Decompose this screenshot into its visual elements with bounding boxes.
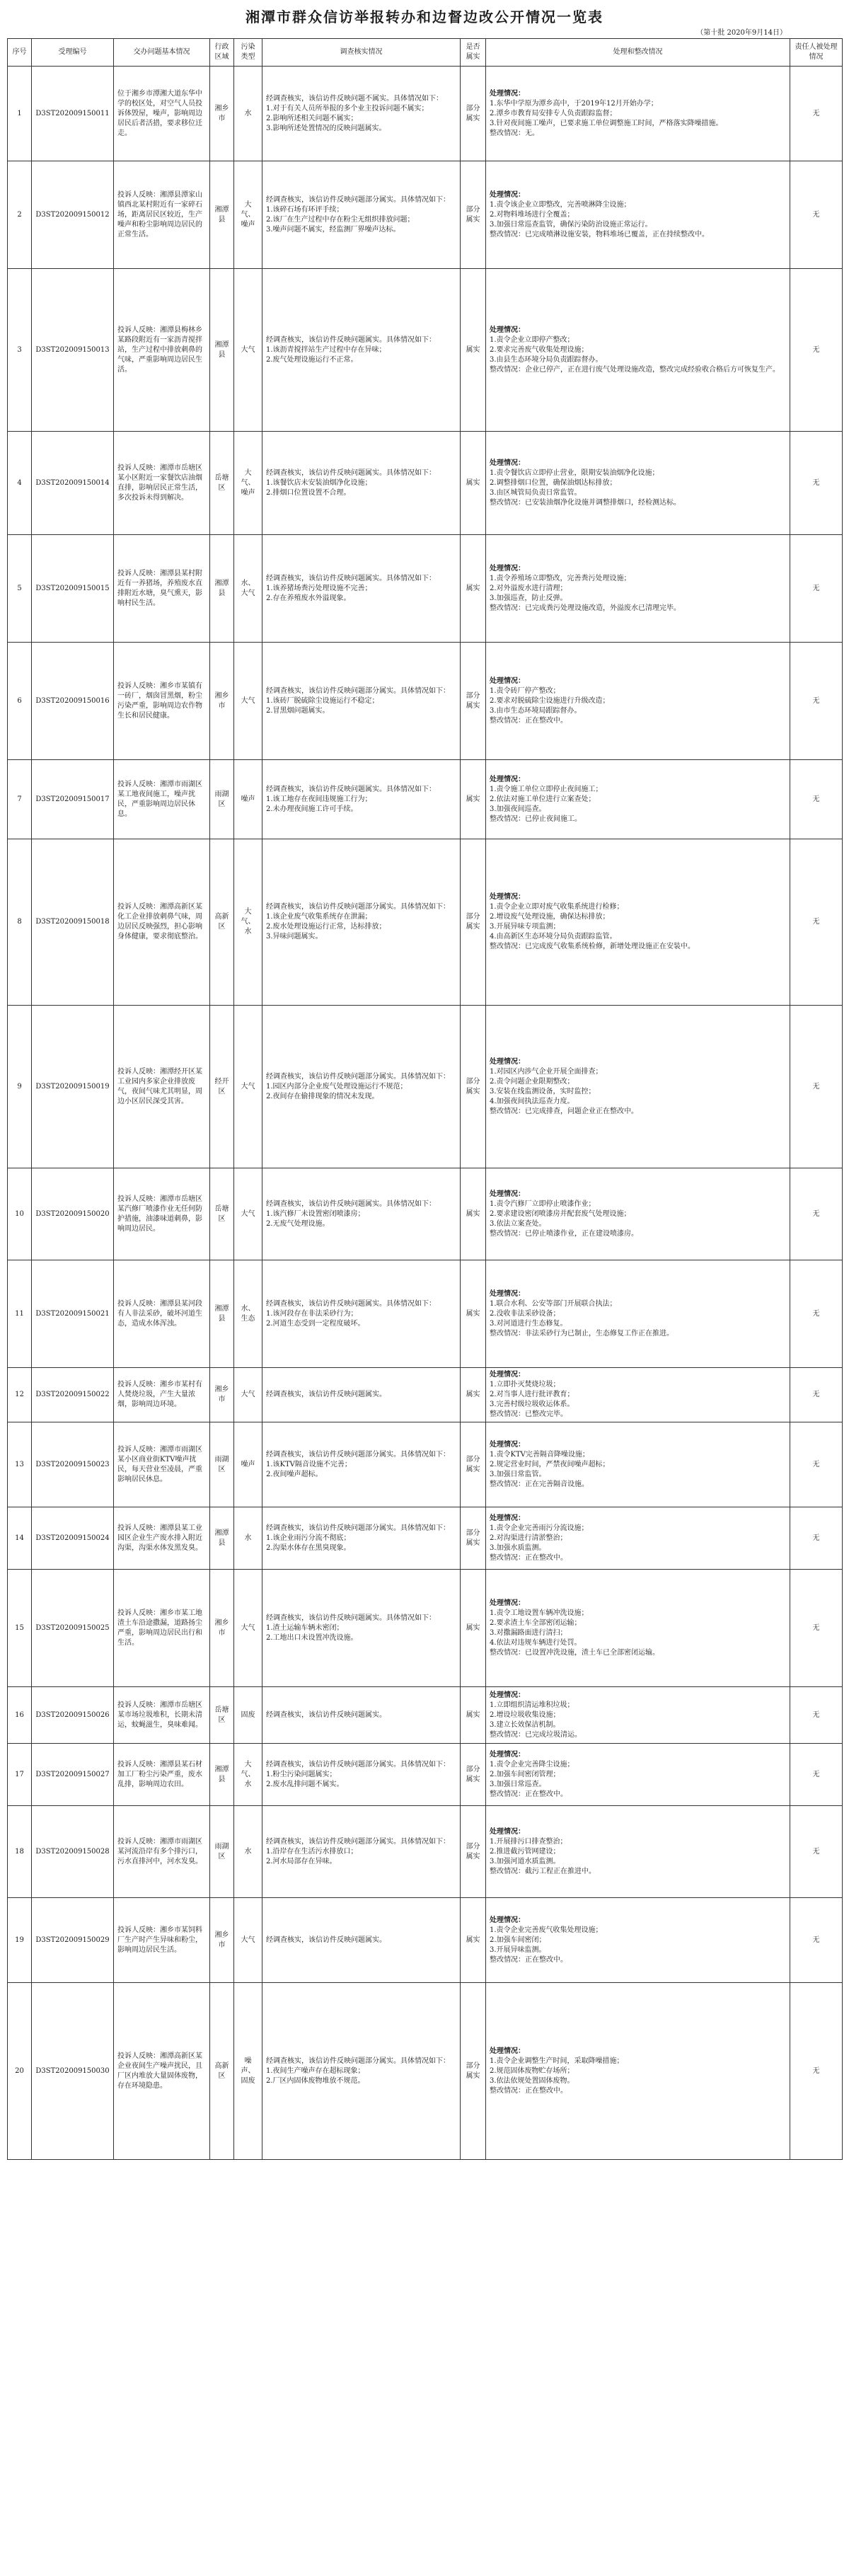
row-no: 9 — [8, 1006, 32, 1168]
col-header-issue: 交办问题基本情况 — [114, 39, 210, 67]
row-verify: 经调查核实，该信访件反映问题属实。具体情况如下： 1.该河段存在非法采砂行为； 2.河道生态受到一定程度破坏。 — [262, 1260, 461, 1368]
row-code: D3ST202009150026 — [32, 1687, 114, 1744]
row-type: 水、生态 — [234, 1260, 262, 1368]
row-code: D3ST202009150015 — [32, 535, 114, 643]
rectify-heading: 处理情况： — [490, 1691, 525, 1699]
row-no: 8 — [8, 839, 32, 1006]
row-region: 高新区 — [210, 1983, 234, 2160]
document-meta: （第十批 2020年9月14日） — [696, 29, 787, 37]
row-no: 1 — [8, 67, 32, 161]
row-code: D3ST202009150019 — [32, 1006, 114, 1168]
row-verify: 经调查核实，该信访件反映问题部分属实。具体情况如下： 1.粉尘污染问题属实； 2.废水乱排问题不属实。 — [262, 1744, 461, 1806]
row-real: 部分属实 — [461, 1006, 486, 1168]
row-no: 14 — [8, 1507, 32, 1570]
row-region: 湘潭县 — [210, 269, 234, 432]
row-punish: 无 — [790, 643, 843, 760]
col-header-verify: 调查核实情况 — [262, 39, 461, 67]
row-issue: 位于湘乡市潭湘大道东华中学的校区处，对空气人员投诉体毁屋，噪声，影响周边居民后者活措，要求移位迁走。 — [114, 67, 210, 161]
row-verify: 经调查核实，该信访件反映问题部分属实。具体情况如下： 1.园区内部分企业废气处理设施运行不规范； 2.夜间存在偷排现象的情况未发现。 — [262, 1006, 461, 1168]
rectify-text: 1.责令养殖场立即整改，完善粪污处理设施； 2.对外溢废水进行清理； 3.加强巡查，防止反弹。 整改情况：已完成粪污处理设施改造，外溢废水已清理完毕。 — [490, 574, 681, 612]
table-row — [8, 535, 843, 643]
row-rectify — [486, 1168, 790, 1260]
row-real: 部分属实 — [461, 1744, 486, 1806]
row-real: 属实 — [461, 535, 486, 643]
rectify-heading: 处理情况： — [490, 1440, 525, 1449]
rectify-heading: 处理情况： — [490, 677, 525, 685]
row-verify: 经调查核实，该信访件反映问题部分属实。具体情况如下： 1.该KTV隔音设施不完善； 2.夜间噪声超标。 — [262, 1422, 461, 1507]
row-no: 6 — [8, 643, 32, 760]
row-verify: 经调查核实，该信访件反映问题部分属实。具体情况如下： 1.沿岸存在生活污水排放口； 2.河水局部存在异味。 — [262, 1806, 461, 1898]
rectify-text: 1.责令餐饮店立即停止营业，限期安装油烟净化设施； 2.调整排烟口位置，确保油烟达标排放； 3.由区城管局负责日常监管。 整改情况：已安装油烟净化设施并调整排烟口，经检测达标。 — [490, 468, 681, 507]
row-real: 属实 — [461, 1368, 486, 1422]
col-header-punish: 责任人被处理情况 — [790, 39, 843, 67]
row-real: 部分属实 — [461, 839, 486, 1006]
row-issue: 投诉人反映：湘乡市某饲料厂生产时产生异味和粉尘，影响周边居民生活。 — [114, 1898, 210, 1983]
rectify-heading: 处理情况： — [490, 1750, 525, 1759]
row-no: 5 — [8, 535, 32, 643]
row-real: 属实 — [461, 1260, 486, 1368]
row-code: D3ST202009150023 — [32, 1422, 114, 1507]
row-verify: 经调查核实，该信访件反映问题部分属实。具体情况如下： 1.夜间生产噪声存在超标现象； 2.厂区内固体废物堆放不规范。 — [262, 1983, 461, 2160]
row-no: 3 — [8, 269, 32, 432]
row-region: 湘乡市 — [210, 1368, 234, 1422]
row-region: 岳塘区 — [210, 1687, 234, 1744]
row-region: 湘乡市 — [210, 643, 234, 760]
row-rectify — [486, 1687, 790, 1744]
row-real: 属实 — [461, 1168, 486, 1260]
row-verify: 经调查核实，该信访件反映问题属实。具体情况如下： 1.该汽修厂未设置密闭喷漆房； 2.无废气处理设施。 — [262, 1168, 461, 1260]
row-code: D3ST202009150028 — [32, 1806, 114, 1898]
row-no: 19 — [8, 1898, 32, 1983]
row-no: 10 — [8, 1168, 32, 1260]
rectify-text: 1.责令企业立即停产整改； 2.要求完善废气收集处理设施； 3.由县生态环境分局负责跟踪督办。 整改情况：企业已停产，正在进行废气处理设施改造，整改完成经验收合格后方可恢复生产。 — [490, 335, 780, 374]
row-verify: 经调查核实，该信访件反映问题属实。具体情况如下： 1.该养猪场粪污处理设施不完善； 2.存在养殖废水外溢现象。 — [262, 535, 461, 643]
table-row — [8, 1687, 843, 1744]
row-no: 11 — [8, 1260, 32, 1368]
row-real: 属实 — [461, 760, 486, 839]
row-real: 部分属实 — [461, 1806, 486, 1898]
row-no: 12 — [8, 1368, 32, 1422]
row-code: D3ST202009150012 — [32, 161, 114, 269]
row-region: 湘乡市 — [210, 67, 234, 161]
row-rectify — [486, 432, 790, 535]
col-header-real: 是否属实 — [461, 39, 486, 67]
row-punish: 无 — [790, 1507, 843, 1570]
rectify-heading: 处理情况： — [490, 1057, 525, 1066]
row-real: 部分属实 — [461, 1507, 486, 1570]
rectify-text: 1.责令工地设置车辆冲洗设施； 2.要求渣土车全部密闭运输； 3.对撒漏路面进行清扫； 4.依法对违规车辆进行处罚。 整改情况：已设置冲洗设施，渣土车已全部密闭运输。 — [490, 1609, 659, 1657]
row-type: 水 — [234, 67, 262, 161]
row-rectify — [486, 643, 790, 760]
row-verify: 经调查核实，该信访件反映问题属实。具体情况如下： 1.该工地存在夜间违规施工行为； 2.未办理夜间施工许可手续。 — [262, 760, 461, 839]
row-rectify — [486, 839, 790, 1006]
row-region: 岳塘区 — [210, 1168, 234, 1260]
table-row — [8, 1570, 843, 1687]
row-verify: 经调查核实，该信访件反映问题属实。具体情况如下： 1.该沥青搅拌站生产过程中存在异味； 2.废气处理设施运行不正常。 — [262, 269, 461, 432]
row-type: 大气 — [234, 1368, 262, 1422]
row-region: 湘潭县 — [210, 161, 234, 269]
row-no: 17 — [8, 1744, 32, 1806]
row-rectify — [486, 1507, 790, 1570]
rectify-text: 1.责令砖厂停产整改； 2.要求对脱硫除尘设施进行升级改造； 3.由市生态环境局跟踪督办。 整改情况：正在整改中。 — [490, 686, 610, 725]
row-real: 部分属实 — [461, 67, 486, 161]
row-no: 4 — [8, 432, 32, 535]
row-region: 湘潭县 — [210, 1744, 234, 1806]
row-rectify — [486, 535, 790, 643]
row-punish: 无 — [790, 1368, 843, 1422]
row-real: 部分属实 — [461, 1422, 486, 1507]
table-row — [8, 1168, 843, 1260]
table-row — [8, 839, 843, 1006]
rectify-text: 1.对园区内涉气企业开展全面排查； 2.责令问题企业限期整改； 3.安装在线监测设备，实时监控； 4.加强夜间执法巡查力度。 整改情况：已完成排查，问题企业正在整改中。 — [490, 1067, 638, 1115]
row-type: 大气、水 — [234, 1744, 262, 1806]
row-region: 湘乡市 — [210, 1570, 234, 1687]
row-verify: 经调查核实，该信访件反映问题部分属实。具体情况如下： 1.该砖厂脱硫除尘设施运行不稳定； 2.冒黑烟问题属实。 — [262, 643, 461, 760]
row-punish: 无 — [790, 1983, 843, 2160]
row-punish: 无 — [790, 1422, 843, 1507]
row-issue: 投诉人反映：湘潭市岳塘区某小区附近一家餐饮店油烟直排，影响居民正常生活，多次投诉未得到解决。 — [114, 432, 210, 535]
row-region: 湘乡市 — [210, 1898, 234, 1983]
table-row — [8, 760, 843, 839]
col-header-rectify: 处理和整改情况 — [486, 39, 790, 67]
row-rectify — [486, 760, 790, 839]
table-row — [8, 1260, 843, 1368]
row-punish: 无 — [790, 1260, 843, 1368]
row-punish: 无 — [790, 67, 843, 161]
row-no: 18 — [8, 1806, 32, 1898]
row-no: 16 — [8, 1687, 32, 1744]
rectify-heading: 处理情况： — [490, 2047, 525, 2055]
row-punish: 无 — [790, 1744, 843, 1806]
rectify-text: 1.责令KTV完善隔音降噪设施； 2.规定营业时间，严禁夜间噪声超标； 3.加强日常监管。 整改情况：正在完善隔音设施。 — [490, 1450, 610, 1488]
rectify-text: 1.责令企业调整生产时间，采取降噪措施； 2.规范固体废物贮存场所； 3.依法依规处置固体废物。 整改情况：正在整改中。 — [490, 2057, 624, 2095]
table-row — [8, 269, 843, 432]
row-rectify — [486, 67, 790, 161]
row-region: 雨湖区 — [210, 760, 234, 839]
table-row — [8, 1744, 843, 1806]
table-row — [8, 161, 843, 269]
row-rectify — [486, 161, 790, 269]
rectify-heading: 处理情况： — [490, 1514, 525, 1522]
row-type: 噪声、固废 — [234, 1983, 262, 2160]
col-header-type: 污染类型 — [234, 39, 262, 67]
row-punish: 无 — [790, 1168, 843, 1260]
row-no: 13 — [8, 1422, 32, 1507]
row-code: D3ST202009150029 — [32, 1898, 114, 1983]
row-issue: 投诉人反映：湘潭县梅林乡某路段附近有一家沥青搅拌站，生产过程中排放刺鼻的气味，严重影响周边居民生活。 — [114, 269, 210, 432]
row-punish: 无 — [790, 269, 843, 432]
row-region: 高新区 — [210, 839, 234, 1006]
row-no: 15 — [8, 1570, 32, 1687]
rectify-text: 1.责令企业完善废气收集处理设施； 2.加强车间密闭； 3.开展异味监测。 整改情况：正在整改中。 — [490, 1926, 603, 1964]
col-header-no: 序号 — [8, 39, 32, 67]
row-type: 大气 — [234, 1168, 262, 1260]
rectify-text: 1.责令该企业立即整改，完善喷淋降尘设施； 2.对物料堆场进行全覆盖； 3.加强日常巡查监管，确保污染防治设施正常运行。 整改情况：已完成喷淋设施安装，物料堆场已覆盖，正在持续整改中。 — [490, 200, 709, 238]
rectify-text: 1.责令企业完善降尘设施； 2.加强车间密闭管理； 3.加强日常巡查。 整改情况：正在整改中。 — [490, 1760, 574, 1798]
row-issue: 投诉人反映：湘乡市某村有人焚烧垃圾，产生大量浓烟，影响周边环境。 — [114, 1368, 210, 1422]
row-issue: 投诉人反映：湘潭经开区某工业园内多家企业排放废气，夜间气味尤其明显，周边小区居民深受其害。 — [114, 1006, 210, 1168]
row-punish: 无 — [790, 839, 843, 1006]
row-no: 2 — [8, 161, 32, 269]
table-body — [8, 67, 843, 2160]
rectify-heading: 处理情况： — [490, 564, 525, 573]
row-type: 大气、水 — [234, 839, 262, 1006]
rectify-text: 1.开展排污口排查整治； 2.推进截污管网建设； 3.加强河道水质监测。 整改情况：截污工程正在推进中。 — [490, 1837, 596, 1875]
row-code: D3ST202009150022 — [32, 1368, 114, 1422]
row-rectify — [486, 1806, 790, 1898]
row-rectify — [486, 1368, 790, 1422]
row-issue: 投诉人反映：湘潭市雨湖区某河流沿岸有多个排污口，污水直排河中，河水发臭。 — [114, 1806, 210, 1898]
table-row — [8, 1507, 843, 1570]
row-region: 雨湖区 — [210, 1422, 234, 1507]
rectify-heading: 处理情况： — [490, 775, 525, 783]
row-type: 大气、噪声 — [234, 161, 262, 269]
row-code: D3ST202009150014 — [32, 432, 114, 535]
row-region: 雨湖区 — [210, 1806, 234, 1898]
rectify-text: 1.立即组织清运堆积垃圾； 2.增设垃圾收集设施； 3.建立长效保洁机制。 整改情况：已完成垃圾清运。 — [490, 1701, 582, 1739]
row-type: 水 — [234, 1507, 262, 1570]
row-issue: 投诉人反映：湘乡市某工地渣土车沿途撒漏，道路扬尘严重，影响周边居民出行和生活。 — [114, 1570, 210, 1687]
rectify-text: 1.联合水利、公安等部门开展联合执法； 2.没收非法采砂设备； 3.对河道进行生态修复。 整改情况：非法采砂行为已制止，生态修复工作正在推进。 — [490, 1299, 674, 1338]
row-verify: 经调查核实，该信访件反映问题不属实。具体情况如下： 1.对于有关人员所举报的多个业主投诉问题不属实； 2.影响所述相关问题不属实； 3.影响所述处置情况的反映问题属实。 — [262, 67, 461, 161]
row-real: 属实 — [461, 432, 486, 535]
rectify-heading: 处理情况： — [490, 1371, 525, 1379]
row-type: 水 — [234, 1806, 262, 1898]
row-verify: 经调查核实，该信访件反映问题部分属实。具体情况如下： 1.该企业废气收集系统存在泄漏； 2.废水处理设施运行正常，达标排放； 3.异味问题属实。 — [262, 839, 461, 1006]
row-code: D3ST202009150021 — [32, 1260, 114, 1368]
table-row — [8, 643, 843, 760]
row-code: D3ST202009150027 — [32, 1744, 114, 1806]
row-region: 经开区 — [210, 1006, 234, 1168]
rectify-heading: 处理情况： — [490, 89, 525, 98]
row-punish: 无 — [790, 1687, 843, 1744]
row-code: D3ST202009150018 — [32, 839, 114, 1006]
row-code: D3ST202009150025 — [32, 1570, 114, 1687]
row-issue: 投诉人反映：湘潭市雨湖区某小区商业街KTV噪声扰民，每天营业至凌晨，严重影响居民休息。 — [114, 1422, 210, 1507]
row-verify: 经调查核实，该信访件反映问题部分属实。具体情况如下： 1.该碎石场有环评手续； 2.该厂在生产过程中存在粉尘无组织排放问题； 3.噪声问题不属实，经监测厂界噪声达标。 — [262, 161, 461, 269]
rectify-text: 1.责令企业完善雨污分流设施； 2.对沟渠进行清淤整治； 3.加强水质监测。 整改情况：正在整改中。 — [490, 1524, 589, 1562]
row-real: 属实 — [461, 269, 486, 432]
row-issue: 投诉人反映：湘潭市雨湖区某工地夜间施工，噪声扰民，严重影响周边居民休息。 — [114, 760, 210, 839]
row-issue: 投诉人反映：湘潭县某石材加工厂粉尘污染严重，废水乱排，影响周边农田。 — [114, 1744, 210, 1806]
row-issue: 投诉人反映：湘乡市某镇有一砖厂，烟囱冒黑烟，粉尘污染严重，影响周边农作物生长和居民健康。 — [114, 643, 210, 760]
rectify-heading: 处理情况： — [490, 1827, 525, 1836]
row-issue: 投诉人反映：湘潭市岳塘区某汽修厂喷漆作业无任何防护措施，油漆味道刺鼻，影响周边居民。 — [114, 1168, 210, 1260]
row-code: D3ST202009150017 — [32, 760, 114, 839]
row-code: D3ST202009150024 — [32, 1507, 114, 1570]
row-real: 属实 — [461, 1687, 486, 1744]
row-type: 大气、噪声 — [234, 432, 262, 535]
rectify-text: 1.责令企业立即对废气收集系统进行检修； 2.增设废气处理设施，确保达标排放； 3.开展异味专项监测； 4.由高新区生态环境分局负责跟踪监管。 整改情况：已完成废气收集系统检修，新增处理设施正在安装中。 — [490, 903, 695, 950]
table-row — [8, 1006, 843, 1168]
row-punish: 无 — [790, 1006, 843, 1168]
row-region: 湘潭县 — [210, 535, 234, 643]
table-row — [8, 1368, 843, 1422]
row-region: 岳塘区 — [210, 432, 234, 535]
row-real: 属实 — [461, 1898, 486, 1983]
row-type: 大气 — [234, 1006, 262, 1168]
table-row — [8, 1983, 843, 2160]
col-header-region: 行政区域 — [210, 39, 234, 67]
complaints-table — [7, 38, 843, 2160]
row-punish: 无 — [790, 1898, 843, 1983]
row-type: 噪声 — [234, 1422, 262, 1507]
row-punish: 无 — [790, 161, 843, 269]
row-rectify — [486, 1006, 790, 1168]
row-verify: 经调查核实，该信访件反映问题属实。具体情况如下： 1.该餐饮店未安装油烟净化设施； 2.排烟口位置设置不合理。 — [262, 432, 461, 535]
row-rectify — [486, 1744, 790, 1806]
row-rectify — [486, 1260, 790, 1368]
table-header-row — [8, 39, 843, 67]
row-code: D3ST202009150011 — [32, 67, 114, 161]
row-code: D3ST202009150016 — [32, 643, 114, 760]
row-punish: 无 — [790, 1806, 843, 1898]
col-header-code: 受理编号 — [32, 39, 114, 67]
row-no: 7 — [8, 760, 32, 839]
row-type: 大气 — [234, 1898, 262, 1983]
row-type: 大气 — [234, 643, 262, 760]
row-punish: 无 — [790, 432, 843, 535]
rectify-heading: 处理情况： — [490, 1289, 525, 1298]
row-rectify — [486, 1898, 790, 1983]
row-no: 20 — [8, 1983, 32, 2160]
row-issue: 投诉人反映：湘潭县潭家山镇西北某村附近有一家碎石场，距离居民区较近，生产噪声和粉尘影响周边居民的正常生活。 — [114, 161, 210, 269]
row-code: D3ST202009150013 — [32, 269, 114, 432]
table-row — [8, 1806, 843, 1898]
row-type: 大气 — [234, 1570, 262, 1687]
rectify-heading: 处理情况： — [490, 1190, 525, 1198]
row-verify: 经调查核实，该信访件反映问题部分属实。具体情况如下： 1.该企业雨污分流不彻底； 2.沟渠水体存在黑臭现象。 — [262, 1507, 461, 1570]
rectify-text: 1.东华中学原为潭乡高中，于2019年12月开始办学； 2.潭乡市教育局安排专人负责跟踪监督； 3.针对夜间施工噪声，已要求施工单位调整施工时间，严格落实降噪措施。 整改情况：无。 — [490, 99, 723, 137]
rectify-heading: 处理情况： — [490, 190, 525, 199]
table-row — [8, 1422, 843, 1507]
row-rectify — [486, 269, 790, 432]
row-issue: 投诉人反映：湘潭县某河段有人非法采砂，破坏河道生态，造成水体浑浊。 — [114, 1260, 210, 1368]
rectify-heading: 处理情况： — [490, 1916, 525, 1924]
row-issue: 投诉人反映：湘潭高新区某化工企业排放刺鼻气味，周边居民反映强烈，担心影响身体健康，要求彻底整治。 — [114, 839, 210, 1006]
rectify-heading: 处理情况： — [490, 893, 525, 901]
row-issue: 投诉人反映：湘潭县某村附近有一养猪场，养殖废水直排附近水塘，臭气熏天，影响村民生活。 — [114, 535, 210, 643]
document-title: 湘潭市群众信访举报转办和边督边改公开情况一览表 — [246, 8, 603, 25]
row-code: D3ST202009150020 — [32, 1168, 114, 1260]
rectify-text: 1.责令汽修厂立即停止喷漆作业； 2.要求建设密闭喷漆房并配套废气处理设施； 3.依法立案查处。 整改情况：已停止喷漆作业，正在建设喷漆房。 — [490, 1200, 638, 1238]
row-issue: 投诉人反映：湘潭市岳塘区某市场垃圾堆积，长期未清运，蚊蝇滋生，臭味难闻。 — [114, 1687, 210, 1744]
row-region: 湘潭县 — [210, 1260, 234, 1368]
row-verify: 经调查核实，该信访件反映问题属实。 — [262, 1898, 461, 1983]
row-region: 湘潭县 — [210, 1507, 234, 1570]
rectify-heading: 处理情况： — [490, 459, 525, 467]
row-type: 水、大气 — [234, 535, 262, 643]
row-real: 属实 — [461, 1570, 486, 1687]
row-rectify — [486, 1422, 790, 1507]
row-verify: 经调查核实，该信访件反映问题属实。具体情况如下： 1.渣土运输车辆未密闭； 2.工地出口未设置冲洗设施。 — [262, 1570, 461, 1687]
row-real: 部分属实 — [461, 643, 486, 760]
row-code: D3ST202009150030 — [32, 1983, 114, 2160]
row-punish: 无 — [790, 535, 843, 643]
table-row — [8, 432, 843, 535]
rectify-text: 1.责令施工单位立即停止夜间施工； 2.依法对施工单位进行立案查处； 3.加强夜间巡查。 整改情况：已停止夜间施工。 — [490, 785, 603, 823]
table-row — [8, 1898, 843, 1983]
row-verify: 经调查核实，该信访件反映问题属实。 — [262, 1368, 461, 1422]
row-punish: 无 — [790, 1570, 843, 1687]
row-type: 噪声 — [234, 760, 262, 839]
rectify-heading: 处理情况： — [490, 326, 525, 334]
row-real: 部分属实 — [461, 1983, 486, 2160]
row-issue: 投诉人反映：湘潭县某工业园区企业生产废水排入附近沟渠，沟渠水体发黑发臭。 — [114, 1507, 210, 1570]
rectify-heading: 处理情况： — [490, 1599, 525, 1607]
row-punish: 无 — [790, 760, 843, 839]
row-verify: 经调查核实，该信访件反映问题属实。 — [262, 1687, 461, 1744]
row-rectify — [486, 1570, 790, 1687]
row-rectify — [486, 1983, 790, 2160]
table-row — [8, 67, 843, 161]
rectify-text: 1.立即扑灭焚烧垃圾； 2.对当事人进行批评教育； 3.完善村级垃圾收运体系。 整改情况：已整改完毕。 — [490, 1381, 574, 1418]
row-type: 大气 — [234, 269, 262, 432]
row-type: 固废 — [234, 1687, 262, 1744]
row-issue: 投诉人反映：湘潭高新区某企业夜间生产噪声扰民，且厂区内堆放大量固体废物，存在环境隐患。 — [114, 1983, 210, 2160]
row-real: 部分属实 — [461, 161, 486, 269]
